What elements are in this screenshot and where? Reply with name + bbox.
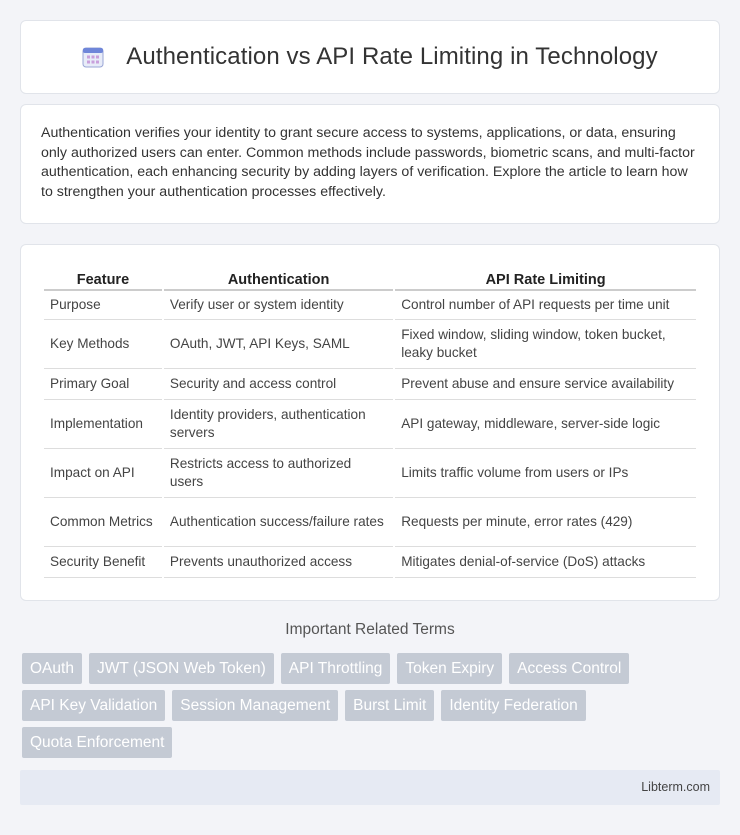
tag-api-throttling[interactable]: API Throttling xyxy=(281,653,391,684)
table-cell: Control number of API requests per time unit xyxy=(395,291,696,320)
table-cell: Implementation xyxy=(44,400,162,449)
table-cell: Prevent abuse and ensure service availability xyxy=(395,369,696,400)
table-cell: Mitigates denial-of-service (DoS) attacks xyxy=(395,547,696,578)
tag-oauth[interactable]: OAuth xyxy=(22,653,82,684)
header-feature: Feature xyxy=(44,265,162,291)
header-api-rate-limiting: API Rate Limiting xyxy=(395,265,696,291)
table-cell: Impact on API xyxy=(44,449,162,498)
table-cell: Restricts access to authorized users xyxy=(164,449,393,498)
comparison-table-card xyxy=(20,244,720,601)
table-row xyxy=(44,291,696,320)
table-cell: Fixed window, sliding window, token bucket, leaky bucket xyxy=(395,320,696,369)
table-header-row xyxy=(44,265,696,291)
tag-quota-enforcement[interactable]: Quota Enforcement xyxy=(22,727,172,758)
table-cell: Key Methods xyxy=(44,320,162,369)
table-cell: Authentication success/failure rates xyxy=(164,498,393,547)
table-cell: API gateway, middleware, server-side logic xyxy=(395,400,696,449)
table-cell: Security Benefit xyxy=(44,547,162,578)
tag-access-control[interactable]: Access Control xyxy=(509,653,629,684)
tag-identity-federation[interactable]: Identity Federation xyxy=(441,690,585,721)
tag-token-expiry[interactable]: Token Expiry xyxy=(397,653,502,684)
comparison-table xyxy=(42,265,698,578)
footer-site-link[interactable]: Libterm.com xyxy=(641,780,710,794)
intro-card xyxy=(20,104,720,224)
table-cell: Purpose xyxy=(44,291,162,320)
header-card xyxy=(20,20,720,94)
table-cell: Common Metrics xyxy=(44,498,162,547)
table-row xyxy=(44,369,696,400)
table-row xyxy=(44,547,696,578)
table-row xyxy=(44,400,696,449)
table-cell: OAuth, JWT, API Keys, SAML xyxy=(164,320,393,369)
page-title: Authentication vs API Rate Limiting in Technology xyxy=(126,43,658,70)
tag-api-key-validation[interactable]: API Key Validation xyxy=(22,690,165,721)
intro-text: Authentication verifies your identity to grant secure access to systems, applications, or data, ensuring only authorized users can enter. Common methods include passwords, biometric scans, and multi-factor authentication, each enhancing security by adding layers of verification. Explore the article to learn how to strengthen your authentication processes effectively. xyxy=(41,125,695,200)
table-row xyxy=(44,449,696,498)
table-cell: Identity providers, authentication servers xyxy=(164,400,393,449)
table-cell: Verify user or system identity xyxy=(164,291,393,320)
table-row xyxy=(44,498,696,547)
header-authentication: Authentication xyxy=(164,265,393,291)
table-cell: Limits traffic volume from users or IPs xyxy=(395,449,696,498)
tag-session-management[interactable]: Session Management xyxy=(172,690,338,721)
table-row xyxy=(44,320,696,369)
related-terms-tags xyxy=(22,653,722,764)
table-cell: Primary Goal xyxy=(44,369,162,400)
calendar-icon xyxy=(82,46,104,68)
table-cell: Requests per minute, error rates (429) xyxy=(395,498,696,547)
related-terms-title: Important Related Terms xyxy=(285,621,455,638)
footer xyxy=(20,770,720,805)
tag-burst-limit[interactable]: Burst Limit xyxy=(345,690,434,721)
tag-jwt[interactable]: JWT (JSON Web Token) xyxy=(89,653,274,684)
table-cell: Prevents unauthorized access xyxy=(164,547,393,578)
table-cell: Security and access control xyxy=(164,369,393,400)
